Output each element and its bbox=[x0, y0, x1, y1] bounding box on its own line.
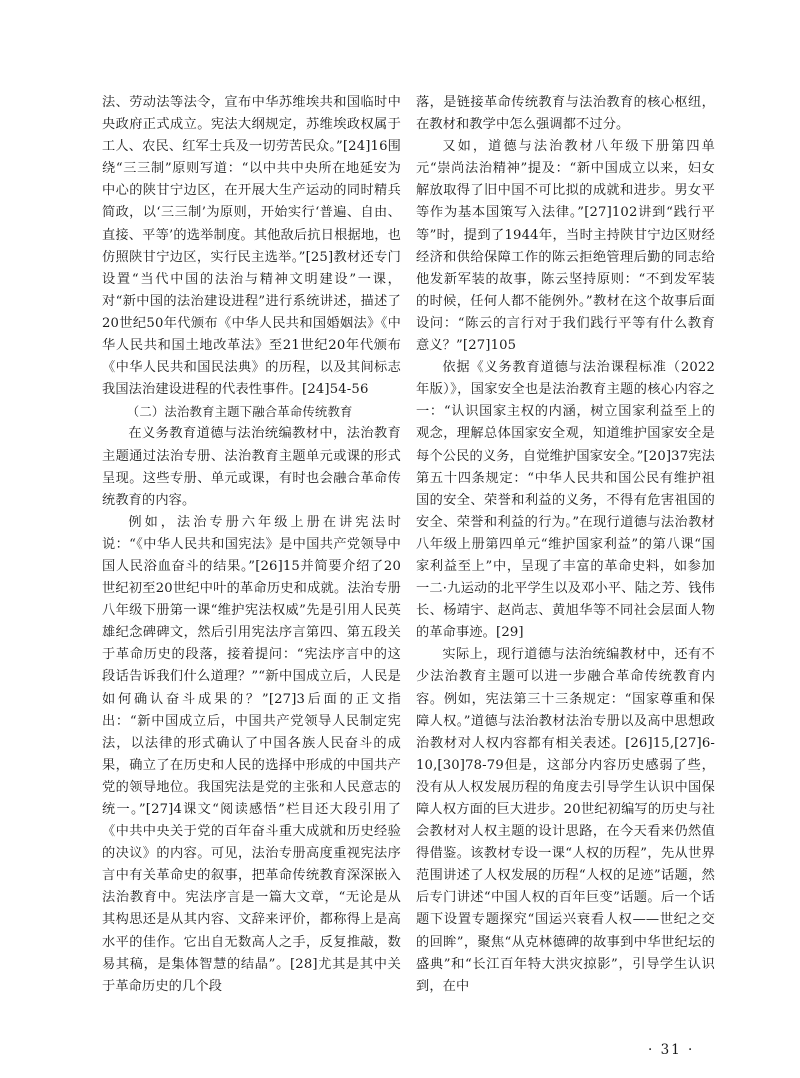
paragraph: 实际上，现行道德与法治统编教材中，还有不少法治教育主题可以进一步融合革命传统教育内容。例如，宪法第三十三条规定：“国家尊重和保障人权。”道德与法治教材法治专册以及高中思想政治教材对人权内容都有相关表述。[26]15,[27]6-10,[30]78-79但是，这部分内容历史感弱了些，没有从人权发展历程的角度去引导学生认识中国保障人权方面的巨大进步。20世纪初编写的历史与社会教材对人权主题的设计思路，在今天看来仍然值得借鉴。该教材专设一课“人权的历程”，先从世界范围讲述了人权发展的历程“人权的足迹”话题，然后专门讲述“中国人权的百年巨变”话题。后一个话题下设置专题探究“国运兴衰看人权——世纪之交的回眸”，聚焦“从克林德碑的故事到中华世纪坛的盛典”和“长江百年特大洪灾掠影”，引导学生认识到，在中 bbox=[416, 647, 715, 994]
paragraph: 又如，道德与法治教材八年级下册第四单元“崇尚法治精神”提及：“新中国成立以来，妇女解放取得了旧中国不可比拟的成就和进步。男女平等作为基本国策写入法律。”[27]102讲到“践行平等”时，提到了1944年，当时主持陕甘宁边区财经经济和供给保障工作的陈云拒绝管理后勤的同志给他发新军装的故事，陈云坚持原则：“不到发军装的时候，任何人都不能例外。”教材在这个故事后面设问：“陈云的言行对于我们践行平等有什么教育意义？”[27]105 bbox=[416, 139, 715, 354]
paragraph: 法、劳动法等法令，宣布中华苏维埃共和国临时中央政府正式成立。宪法大纲规定，苏维埃政权属于工人、农民、红军士兵及一切劳苦民众。”[24]16围绕“三三制”原则写道：“以中共中央所在地延安为中心的陕甘宁边区，在开展大生产运动的同时精兵简政，以‘三三制’为原则，开始实行‘普遍、自由、直接、平等’的选举制度。其他敌后抗日根据地，也仿照陕甘宁边区，实行民主选举。”[25]教材还专门设置“当代中国的法治与精神文明建设”一课，对“新中国的法治建设进程”进行系统讲述，描述了20世纪50年代颁布《中华人民共和国婚姻法》《中华人民共和国土地改革法》至21世纪20年代颁布《中华人民共和国民法典》的历程，以及其间标志我国法治建设进程的代表性事件。[24]54-56 bbox=[102, 95, 401, 398]
section-heading: （二）法治教育主题下融合革命传统教育 bbox=[126, 404, 353, 420]
paragraph: 在义务教育道德与法治统编教材中，法治教育主题通过法治专册、法治教育主题单元或课的形式呈现。这些专册、单元或课，有时也会融合革命传统教育的内容。 bbox=[102, 426, 401, 508]
paragraph: 依据《义务教育道德与法治课程标准（2022年版）》，国家安全也是法治教育主题的核心内容之一：“认识国家主权的内涵，树立国家利益至上的观念，理解总体国家安全观，知道维护国家安全是每个公民的义务，自觉维护国家安全。”[20]37宪法第五十四条规定：“中华人民共和国公民有维护祖国的安全、荣誉和利益的义务，不得有危害祖国的安全、荣誉和利益的行为。”在现行道德与法治教材八年级上册第四单元“维护国家利益”的第八课“国家利益至上”中，呈现了丰富的革命史料，如参加一二·九运动的北平学生以及邓小平、陆之芳、钱伟长、杨靖宇、赵尚志、黄旭华等不同社会层面人物的革命事迹。[29] bbox=[416, 360, 715, 641]
page-number: · 31 · bbox=[648, 1042, 695, 1058]
left-column bbox=[102, 92, 401, 998]
right-column bbox=[416, 92, 715, 998]
paragraph: 例如，法治专册六年级上册在讲宪法时说：“《中华人民共和国宪法》是中国共产党领导中国人民浴血奋斗的结果。”[26]15并简要介绍了20世纪初至20世纪中叶的革命历史和成就。法治专册八年级下册第一课“维护宪法权威”先是引用人民英雄纪念碑碑文，然后引用宪法序言第四、第五段关于革命历史的段落，接着提问：“宪法序言中的这段话告诉我们什么道理？”“新中国成立后，人民是如何确认奋斗成果的？”[27]3后面的正文指出：“新中国成立后，中国共产党领导人民制定宪法，以法律的形式确认了中国各族人民奋斗的成果，确立了在历史和人民的选择中形成的中国共产党的领导地位。我国宪法是党的主张和人民意志的统一。”[27]4课文“阅读感悟”栏目还大段引用了《中共中央关于党的百年奋斗重大成就和历史经验的决议》的内容。可见，法治专册高度重视宪法序言中有关革命史的叙事，把革命传统教育深深嵌入法治教育中。宪法序言是一篇大文章，“无论是从其构思还是从其内容、文辞来评价，都称得上是高水平的佳作。它出自无数高人之手，反复推敲，数易其稿，是集体智慧的结晶”。[28]尤其是其中关于革命历史的几个段 bbox=[102, 514, 401, 994]
paragraph: 落，是链接革命传统教育与法治教育的核心枢纽，在教材和教学中怎么强调都不过分。 bbox=[416, 95, 715, 133]
